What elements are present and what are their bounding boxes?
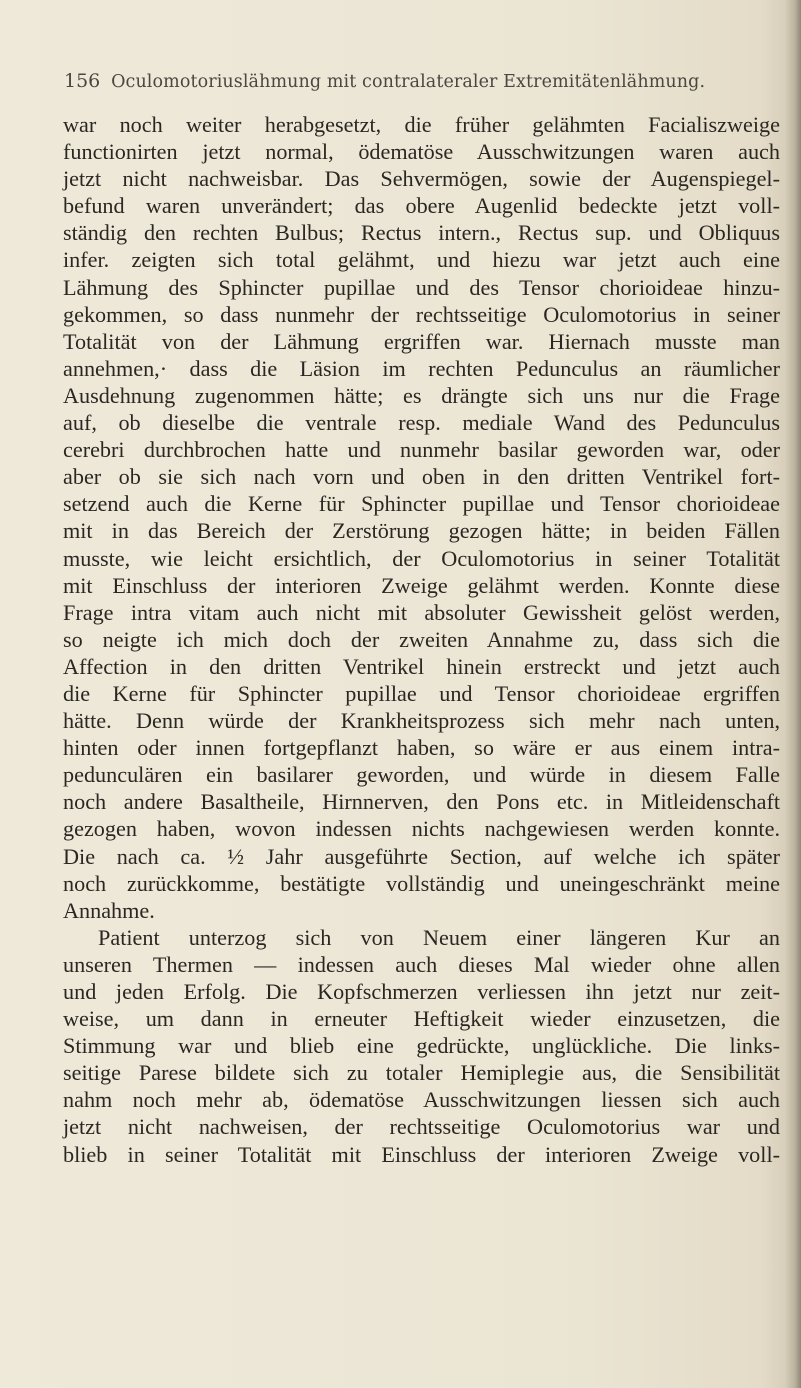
text-line: weise, um dann in erneuter Heftigkeit wieder einzusetzen, die	[63, 1006, 780, 1032]
text-line: mit in das Bereich der Zerstörung gezogen hätte; in beiden Fällen	[63, 518, 780, 544]
text-line: musste, wie leicht ersichtlich, der Oculomotorius in seiner Totalität	[63, 545, 780, 571]
text-line: so neigte ich mich doch der zweiten Annahme zu, dass sich die	[63, 626, 780, 652]
text-line: noch zurückkomme, bestätigte vollständig und uneingeschränkt meine	[63, 870, 780, 896]
text-line: jetzt nicht nachweisbar. Das Sehvermögen, sowie der Augenspiegel-	[63, 166, 780, 192]
text-line: Ausdehnung zugenommen hätte; es drängte sich uns nur die Frage	[63, 382, 780, 408]
text-line-paragraph-start: Patient unterzog sich von Neuem einer längeren Kur an	[98, 924, 780, 950]
text-line: jetzt nicht nachweisen, der rechtsseitige Oculomotorius war und	[63, 1114, 780, 1140]
text-line: functionirten jetzt normal, ödematöse Ausschwitzungen waren auch	[63, 139, 780, 165]
text-line: Stimmung war und blieb eine gedrückte, unglückliche. Die links-	[63, 1033, 780, 1059]
text-line: unseren Thermen — indessen auch dieses Mal wieder ohne allen	[63, 951, 780, 977]
text-line: hätte. Denn würde der Krankheitsprozess sich mehr nach unten,	[63, 708, 780, 734]
text-line: und jeden Erfolg. Die Kopfschmerzen verliessen ihn jetzt nur zeit-	[63, 979, 780, 1004]
text-line: Affection in den dritten Ventrikel hinein erstreckt und jetzt auch	[63, 653, 780, 679]
text-line: die Kerne für Sphincter pupillae und Tensor chorioideae ergriffen	[63, 680, 780, 706]
page-number: 156	[64, 70, 101, 92]
text-line: nahm noch mehr ab, ödematöse Ausschwitzungen liessen sich auch	[63, 1087, 780, 1113]
text-line: aber ob sie sich nach vorn und oben in den dritten Ventrikel fort-	[63, 464, 780, 490]
page-header	[64, 70, 764, 104]
text-line: befund waren unverändert; das obere Augenlid bedeckte jetzt voll-	[63, 193, 780, 219]
text-line: cerebri durchbrochen hatte und nunmehr basilar geworden war, oder	[63, 437, 780, 463]
text-line: auf, ob dieselbe die ventrale resp. mediale Wand des Pedunculus	[63, 410, 780, 436]
text-line: setzend auch die Kerne für Sphincter pupillae und Tensor chorioideae	[63, 491, 780, 517]
text-line: Frage intra vitam auch nicht mit absoluter Gewissheit gelöst werden,	[63, 599, 780, 625]
text-line: gezogen haben, wovon indessen nichts nachgewiesen werden konnte.	[63, 816, 780, 842]
text-line: noch andere Basaltheile, Hirnnerven, den Pons etc. in Mitleidenschaft	[63, 789, 780, 815]
text-line: Lähmung des Sphincter pupillae und des Tensor chorioideae hinzu-	[63, 274, 780, 300]
text-line: ständig den rechten Bulbus; Rectus intern., Rectus sup. und Obliquus	[63, 220, 780, 246]
page-edge-shadow	[785, 0, 801, 1388]
text-line: mit Einschluss der interioren Zweige gelähmt werden. Konnte diese	[63, 572, 780, 598]
text-line: Die nach ca. ½ Jahr ausgeführte Section, auf welche ich später	[63, 843, 780, 869]
text-line: blieb in seiner Totalität mit Einschluss der interioren Zweige voll-	[63, 1141, 780, 1167]
text-line: infer. zeigten sich total gelähmt, und hiezu war jetzt auch eine	[63, 247, 780, 273]
text-line-paragraph-end: Annahme.	[63, 897, 155, 923]
text-line: gekommen, so dass nunmehr der rechtsseitige Oculomotorius in seiner	[63, 301, 780, 327]
text-line: hinten oder innen fortgepflanzt haben, so wäre er aus einem intra-	[63, 735, 780, 761]
running-title: Oculomotoriuslähmung mit contralateraler Extremitätenlähmung.	[111, 72, 706, 92]
text-line: annehmen,· dass die Läsion im rechten Pedunculus an räumlicher	[63, 355, 780, 381]
text-line: seitige Parese bildete sich zu totaler Hemiplegie aus, die Sensibilität	[63, 1060, 780, 1086]
text-line: pedunculären ein basilarer geworden, und würde in diesem Falle	[63, 762, 780, 788]
body-text	[63, 111, 783, 1168]
text-line: Totalität von der Lähmung ergriffen war. Hiernach musste man	[63, 328, 780, 354]
text-line: war noch weiter herabgesetzt, die früher gelähmten Facialiszweige	[63, 112, 780, 137]
